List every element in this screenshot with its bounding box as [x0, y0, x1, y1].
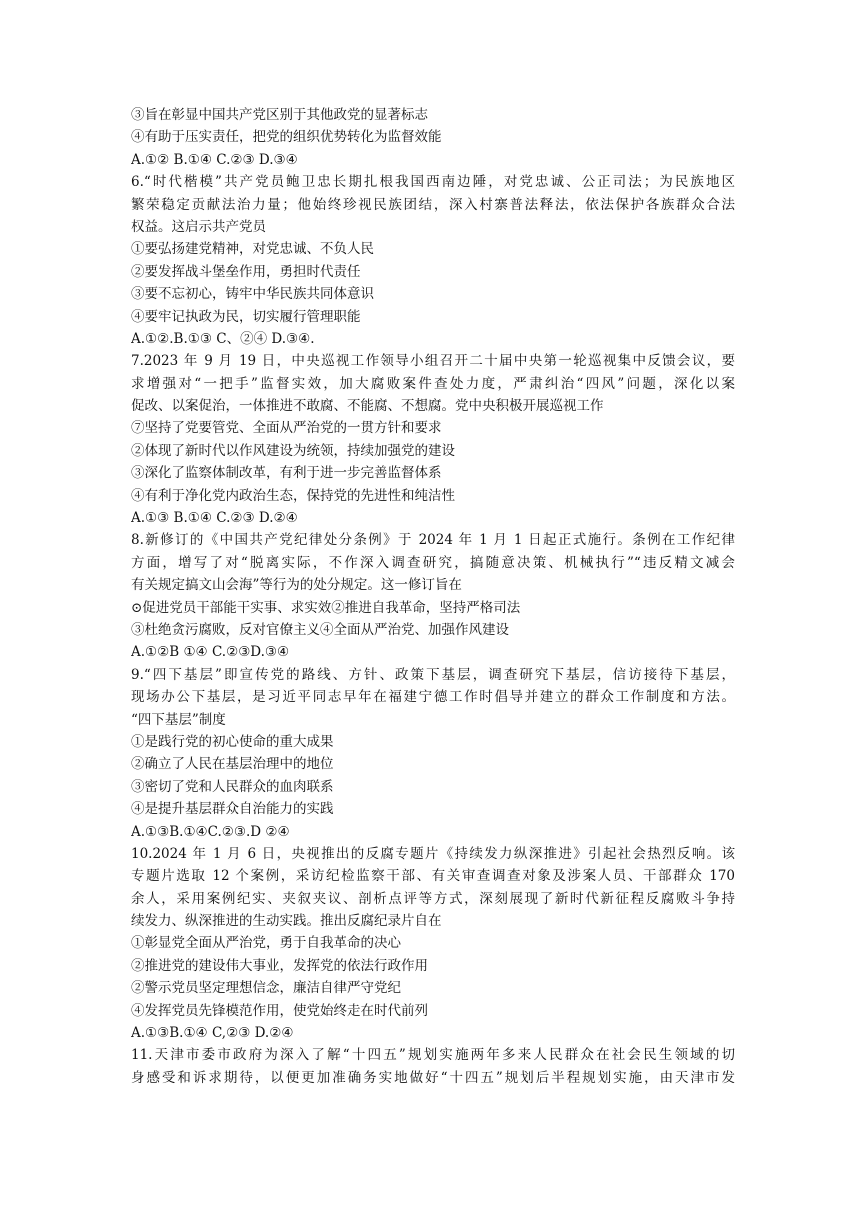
question-6-stem: 6.“时代楷模”共产党员鲍卫忠长期扎根我国西南边陲，对党忠诚、公正司法；为民族地区 — [131, 174, 735, 191]
question-6-stem: 繁荣稳定贡献法治力量；他始终珍视民族团结，深入村寨普法释法，依法保护各族群众合法 — [131, 196, 735, 213]
text-line: ④有助于压实责任，把党的组织优势转化为监督效能 — [131, 129, 442, 146]
option-item: ③要不忘初心，铸牢中华民族共同体意识 — [131, 286, 374, 303]
question-9-stem: 9.“四下基层”即宣传党的路线、方针、政策下基层，调查研究下基层，信访接待下基层， — [131, 666, 735, 683]
option-item: ④发挥党员先锋模范作用，使党始终走在时代前列 — [131, 1002, 428, 1019]
option-item: ①是践行党的初心使命的重大成果 — [131, 733, 334, 750]
option-item: ④要牢记执政为民，切实履行管理职能 — [131, 308, 361, 325]
question-11-stem: 11.天津市委市政府为深入了解“十四五”规划实施两年多来人民群众在社会民生领域的切 — [131, 1047, 735, 1064]
question-7-stem: 求增强对“一把手”监督实效，加大腐败案件查处力度，严肃纠治“四风”问题，深化以案 — [131, 375, 735, 392]
option-item: ③密切了党和人民群众的血肉联系 — [131, 778, 334, 795]
option-item: ①要弘扬建党精神，对党忠诚、不负人民 — [131, 241, 374, 258]
answer-options: A.①③B.①④ C,②③ D.②④ — [131, 1025, 294, 1042]
answer-options: A.①②B ①④ C.②③D.③④ — [131, 644, 290, 661]
text-line: ③旨在彰显中国共产党区别于其他政党的显著标志 — [131, 107, 428, 123]
option-item: ⊙促进党员干部能干实事、求实效②推进自我革命，坚持严格司法 — [131, 599, 521, 616]
answer-options: A.①②.B.①③ C、②④ D.③④. — [131, 330, 315, 347]
question-9-stem: “四下基层”制度 — [131, 711, 226, 728]
question-10-stem: 续发力、纵深推进的生动实践。推出反腐纪录片自在 — [131, 913, 442, 930]
option-item: ⑦坚持了党要管党、全面从严治党的一贯方针和要求 — [131, 420, 442, 437]
option-item: ②体现了新时代以作风建设为统领，持续加强党的建设 — [131, 442, 455, 459]
question-8-stem: 8.新修订的《中国共产党纪律处分条例》于 2024 年 1 月 1 日起正式施行。条例在工作纪律 — [131, 532, 735, 549]
option-item: ④有利于净化党内政治生态，保持党的先进性和纯洁性 — [131, 487, 455, 504]
option-item: ①彰显党全面从严治党，勇于自我革命的决心 — [131, 935, 401, 952]
document-page — [131, 104, 735, 1089]
answer-options: A.①③B.①④C.②③.D ②④ — [131, 823, 290, 840]
question-7-stem: 7.2023 年 9 月 19 日，中央巡视工作领导小组召开二十届中央第一轮巡视集中反馈会议，要 — [131, 353, 735, 370]
question-9-stem: 现场办公下基层，是习近平同志早年在福建宁德工作时倡导并建立的群众工作制度和方法。 — [131, 689, 735, 706]
question-8-stem: 方面，增写了对“脱离实际，不作深入调查研究，搞随意决策、机械执行”“违反精文减会 — [131, 554, 735, 571]
question-10-stem: 余人，采用案例纪实、夹叙夹议、剖析点评等方式，深刻展现了新时代新征程反腐败斗争持 — [131, 890, 735, 907]
question-7-stem: 促改、以案促治，一体推进不敢腐、不能腐、不想腐。党中央积极开展巡视工作 — [131, 398, 604, 415]
question-6-stem: 权益。这启示共产党员 — [131, 218, 266, 235]
option-item: ②要发挥战斗堡垒作用，勇担时代责任 — [131, 263, 361, 280]
question-8-stem: 有关规定搞文山会海”等行为的处分规定。这一修订旨在 — [131, 577, 462, 594]
question-11-stem: 身感受和诉求期待，以便更加准确务实地做好“十四五”规划后半程规划实施，由天津市发 — [131, 1069, 735, 1086]
question-10-stem: 10.2024 年 1 月 6 日，央视推出的反腐专题片《持续发力纵深推进》引起社会热烈反响。该 — [131, 845, 735, 862]
question-10-stem: 专题片选取 12 个案例，采访纪检监察干部、有关审查调查对象及涉案人员、干部群众 170 — [131, 868, 735, 885]
answer-options: A.①③ B.①④ C.②③ D.②④ — [131, 510, 298, 527]
option-item: ②警示党员坚定理想信念，廉洁自律严守党纪 — [131, 980, 401, 997]
option-item: ②确立了人民在基层治理中的地位 — [131, 756, 334, 773]
answer-options: A.①② B.①④ C.②③ D.③④ — [131, 151, 298, 168]
option-item: ③杜绝贪污腐败，反对官僚主义④全面从严治党、加强作风建设 — [131, 621, 509, 638]
option-item: ④是提升基层群众自治能力的实践 — [131, 801, 334, 818]
option-item: ③深化了监察体制改革，有利于进一步完善监督体系 — [131, 465, 442, 482]
option-item: ②推进党的建设伟大事业，发挥党的依法行政作用 — [131, 957, 428, 974]
